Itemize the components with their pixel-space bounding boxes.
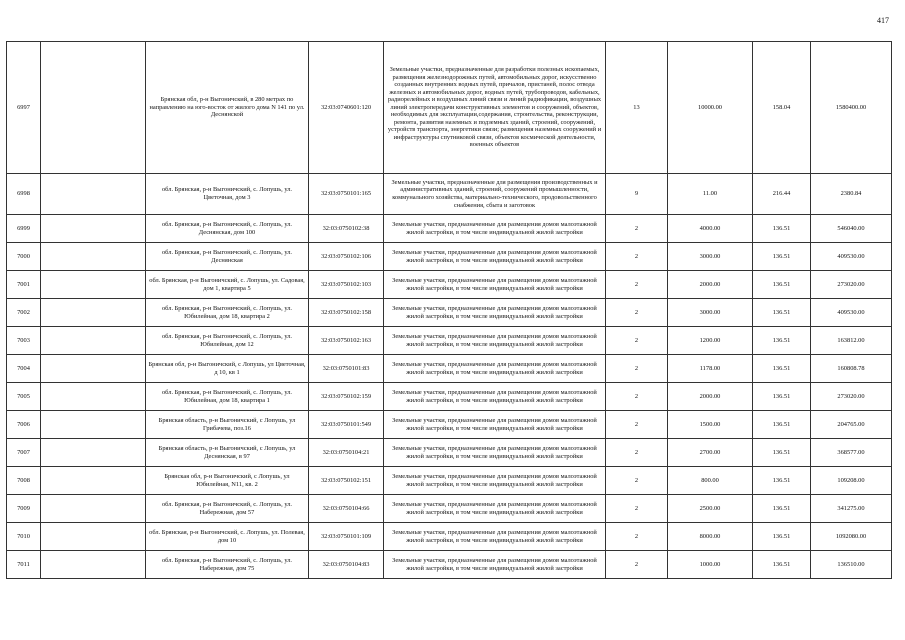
address-cell: обл. Брянская, р-н Выгоничский, с. Лопушь, ул. Садовая, дом 1, квартира 5 [146, 271, 309, 299]
table-row [7, 523, 892, 551]
row-number: 7007 [7, 439, 41, 467]
specific-value: 136.51 [753, 495, 811, 523]
cadastral-number: 32:03:0750104:66 [309, 495, 384, 523]
empty-cell [41, 495, 146, 523]
specific-value: 136.51 [753, 439, 811, 467]
table-row [7, 411, 892, 439]
empty-cell [41, 551, 146, 579]
table-row [7, 355, 892, 383]
row-number: 7011 [7, 551, 41, 579]
area-value: 2000.00 [668, 383, 753, 411]
cadastral-number: 32:03:0750102:158 [309, 299, 384, 327]
row-number: 6998 [7, 174, 41, 215]
table-row [7, 383, 892, 411]
row-number: 6997 [7, 42, 41, 174]
cadastral-number: 32:03:0750102:38 [309, 215, 384, 243]
cadastral-cost: 546040.00 [811, 215, 892, 243]
land-use-type: Земельные участки, предназначенные для размещения домов малоэтажной жилой застройки, в том числе индивидуальной жилой застройки [384, 271, 606, 299]
specific-value: 136.51 [753, 551, 811, 579]
land-use-type: Земельные участки, предназначенные для размещения домов малоэтажной жилой застройки, в том числе индивидуальной жилой застройки [384, 523, 606, 551]
category-code: 9 [606, 174, 668, 215]
cadastral-number: 32:03:0750101:109 [309, 523, 384, 551]
cadastral-number: 32:03:0750101:549 [309, 411, 384, 439]
land-use-type: Земельные участки, предназначенные для размещения домов малоэтажной жилой застройки, в том числе индивидуальной жилой застройки [384, 411, 606, 439]
specific-value: 136.51 [753, 411, 811, 439]
category-code: 2 [606, 439, 668, 467]
area-value: 8000.00 [668, 523, 753, 551]
land-use-type: Земельные участки, предназначенные для разработки полезных ископаемых, размещения железнодорожных путей, автомобильных дорог, искусственно созданных внутренних водных путей, причалов, пристаней, полос отвода железных и автомобильных дорог, водных путей, трубопроводов, кабельных, радиорелейных и воздушных линий связи и линий радиофикации, воздушных линий электропередачи конструктивных элементов и сооружений, объектов, необходимых для эксплуатации,содержания, строительства, реконструкции, ремонта, развития наземных и подземных зданий, строений, сооружений, устройств транспорта, энергетики связи; размещения наземных сооружений и инфраструктуры спутниковой связи, объектов космической деятельности, военных объектов [384, 42, 606, 174]
area-value: 1178.00 [668, 355, 753, 383]
land-use-type: Земельные участки, предназначенные для размещения домов малоэтажной жилой застройки, в том числе индивидуальной жилой застройки [384, 439, 606, 467]
table-row [7, 327, 892, 355]
land-use-type: Земельные участки, предназначенные для размещения домов малоэтажной жилой застройки, в том числе индивидуальной жилой застройки [384, 467, 606, 495]
cadastral-number: 32:03:0750102:163 [309, 327, 384, 355]
cadastral-number: 32:03:0740601:120 [309, 42, 384, 174]
empty-cell [41, 243, 146, 271]
area-value: 2700.00 [668, 439, 753, 467]
land-use-type: Земельные участки, предназначенные для размещения домов малоэтажной жилой застройки, в том числе индивидуальной жилой застройки [384, 243, 606, 271]
category-code: 2 [606, 327, 668, 355]
address-cell: Брянская область, р-н Выгоничский, с Лопушь, ул Деснянская, в 97 [146, 439, 309, 467]
specific-value: 158.04 [753, 42, 811, 174]
area-value: 1200.00 [668, 327, 753, 355]
category-code: 13 [606, 42, 668, 174]
area-value: 10000.00 [668, 42, 753, 174]
category-code: 2 [606, 383, 668, 411]
address-cell: обл. Брянская, р-н Выгоничский, с. Лопушь, ул. Юбилейная, дом 18, квартира 2 [146, 299, 309, 327]
area-value: 2000.00 [668, 271, 753, 299]
area-value: 2500.00 [668, 495, 753, 523]
specific-value: 136.51 [753, 523, 811, 551]
empty-cell [41, 327, 146, 355]
land-plots-table [6, 41, 892, 579]
specific-value: 136.51 [753, 355, 811, 383]
table-row [7, 271, 892, 299]
row-number: 7002 [7, 299, 41, 327]
specific-value: 136.51 [753, 243, 811, 271]
row-number: 6999 [7, 215, 41, 243]
cadastral-number: 32:03:0750102:103 [309, 271, 384, 299]
table-row [7, 215, 892, 243]
area-value: 1500.00 [668, 411, 753, 439]
address-cell: обл. Брянская, р-н Выгоничский, с. Лопушь, ул. Юбилейная, дом 18, квартира 1 [146, 383, 309, 411]
cadastral-cost: 409530.00 [811, 243, 892, 271]
specific-value: 136.51 [753, 327, 811, 355]
category-code: 2 [606, 271, 668, 299]
land-use-type: Земельные участки, предназначенные для размещения производственных и административных зданий, строений, сооружений промышленности, коммунального хозяйства, материально-технического, продовольственного снабжения, сбыта и заготовок [384, 174, 606, 215]
cadastral-cost: 1580400.00 [811, 42, 892, 174]
address-cell: обл. Брянская, р-н Выгоничский, с. Лопушь, ул. Набережная, дом 75 [146, 551, 309, 579]
specific-value: 136.51 [753, 271, 811, 299]
cadastral-number: 32:03:0750102:159 [309, 383, 384, 411]
table-row [7, 495, 892, 523]
cadastral-cost: 109208.00 [811, 467, 892, 495]
cadastral-cost: 273020.00 [811, 271, 892, 299]
category-code: 2 [606, 355, 668, 383]
row-number: 7009 [7, 495, 41, 523]
address-cell: обл. Брянская, р-н Выгоничский, с. Лопушь, ул. Деснянская, дом 100 [146, 215, 309, 243]
address-cell: обл. Брянская, р-н Выгоничский, с. Лопушь, ул. Полевая, дом 10 [146, 523, 309, 551]
category-code: 2 [606, 299, 668, 327]
cadastral-number: 32:03:0750102:151 [309, 467, 384, 495]
empty-cell [41, 42, 146, 174]
table-row [7, 42, 892, 174]
empty-cell [41, 271, 146, 299]
area-value: 4000.00 [668, 215, 753, 243]
table-body [7, 42, 892, 579]
address-cell: Брянская область, р-н Выгоничский, с Лопушь, ул Грибачева, поз.16 [146, 411, 309, 439]
cadastral-cost: 341275.00 [811, 495, 892, 523]
empty-cell [41, 467, 146, 495]
row-number: 7001 [7, 271, 41, 299]
category-code: 2 [606, 467, 668, 495]
empty-cell [41, 411, 146, 439]
empty-cell [41, 523, 146, 551]
cadastral-cost: 1092080.00 [811, 523, 892, 551]
land-use-type: Земельные участки, предназначенные для размещения домов малоэтажной жилой застройки, в том числе индивидуальной жилой застройки [384, 327, 606, 355]
specific-value: 216.44 [753, 174, 811, 215]
cadastral-cost: 409530.00 [811, 299, 892, 327]
empty-cell [41, 215, 146, 243]
address-cell: Брянская обл, р-н Выгоничский, с Лопушь, ул Цветочная, д 10, кв 1 [146, 355, 309, 383]
cadastral-cost: 368577.00 [811, 439, 892, 467]
row-number: 7000 [7, 243, 41, 271]
cadastral-number: 32:03:0750104:21 [309, 439, 384, 467]
table-row [7, 174, 892, 215]
land-use-type: Земельные участки, предназначенные для размещения домов малоэтажной жилой застройки, в том числе индивидуальной жилой застройки [384, 383, 606, 411]
cadastral-cost: 2380.84 [811, 174, 892, 215]
table-row [7, 299, 892, 327]
area-value: 11.00 [668, 174, 753, 215]
table-row [7, 467, 892, 495]
cadastral-cost: 160808.78 [811, 355, 892, 383]
land-use-type: Земельные участки, предназначенные для размещения домов малоэтажной жилой застройки, в том числе индивидуальной жилой застройки [384, 495, 606, 523]
category-code: 2 [606, 551, 668, 579]
row-number: 7006 [7, 411, 41, 439]
empty-cell [41, 355, 146, 383]
table-row [7, 243, 892, 271]
land-use-type: Земельные участки, предназначенные для размещения домов малоэтажной жилой застройки, в том числе индивидуальной жилой застройки [384, 299, 606, 327]
area-value: 800.00 [668, 467, 753, 495]
category-code: 2 [606, 411, 668, 439]
category-code: 2 [606, 495, 668, 523]
empty-cell [41, 299, 146, 327]
empty-cell [41, 174, 146, 215]
land-use-type: Земельные участки, предназначенные для размещения домов малоэтажной жилой застройки, в том числе индивидуальной жилой застройки [384, 215, 606, 243]
cadastral-number: 32:03:0750102:106 [309, 243, 384, 271]
cadastral-number: 32:03:0750101:165 [309, 174, 384, 215]
category-code: 2 [606, 215, 668, 243]
address-cell: обл. Брянская, р-н Выгоничский, с. Лопушь, ул. Цветочная, дом 3 [146, 174, 309, 215]
area-value: 3000.00 [668, 243, 753, 271]
table-row [7, 439, 892, 467]
page-number: 417 [877, 16, 889, 25]
row-number: 7004 [7, 355, 41, 383]
specific-value: 136.51 [753, 215, 811, 243]
cadastral-cost: 163812.00 [811, 327, 892, 355]
cadastral-cost: 273020.00 [811, 383, 892, 411]
cadastral-cost: 204765.00 [811, 411, 892, 439]
area-value: 1000.00 [668, 551, 753, 579]
specific-value: 136.51 [753, 383, 811, 411]
land-use-type: Земельные участки, предназначенные для размещения домов малоэтажной жилой застройки, в том числе индивидуальной жилой застройки [384, 551, 606, 579]
address-cell: обл. Брянская, р-н Выгоничский, с. Лопушь, ул. Юбилейная, дом 12 [146, 327, 309, 355]
row-number: 7008 [7, 467, 41, 495]
area-value: 3000.00 [668, 299, 753, 327]
category-code: 2 [606, 243, 668, 271]
table-row [7, 551, 892, 579]
address-cell: обл. Брянская, р-н Выгоничский, с. Лопушь, ул. Набережная, дом 57 [146, 495, 309, 523]
address-cell: Брянская обл, р-н Выгоничский, в 280 метрах по направлению на юго-восток от жилого дома N 141 по ул. Деснянской [146, 42, 309, 174]
address-cell: Брянская обл, р-н Выгоничский, с Лопушь, ул Юбилейная, N11, кв. 2 [146, 467, 309, 495]
cadastral-cost: 136510.00 [811, 551, 892, 579]
empty-cell [41, 439, 146, 467]
category-code: 2 [606, 523, 668, 551]
specific-value: 136.51 [753, 299, 811, 327]
address-cell: обл. Брянская, р-н Выгоничский, с. Лопушь, ул. Деснянская [146, 243, 309, 271]
empty-cell [41, 383, 146, 411]
cadastral-number: 32:03:0750104:83 [309, 551, 384, 579]
row-number: 7003 [7, 327, 41, 355]
row-number: 7005 [7, 383, 41, 411]
land-use-type: Земельные участки, предназначенные для размещения домов малоэтажной жилой застройки, в том числе индивидуальной жилой застройки [384, 355, 606, 383]
specific-value: 136.51 [753, 467, 811, 495]
row-number: 7010 [7, 523, 41, 551]
cadastral-number: 32:03:0750101:83 [309, 355, 384, 383]
